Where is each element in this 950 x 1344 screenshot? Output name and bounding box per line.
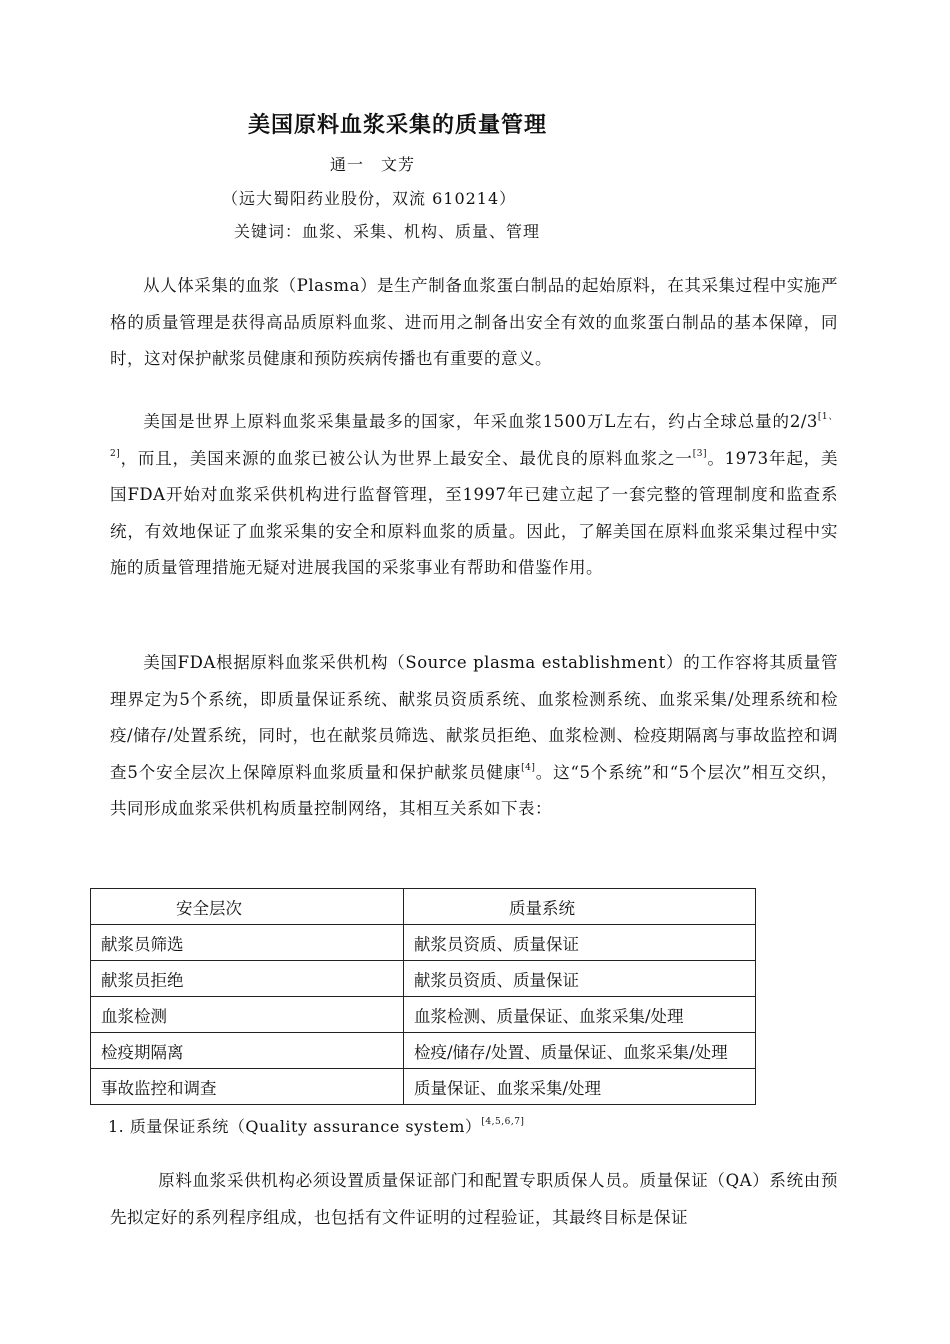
table-cell: 献浆员资质、质量保证 [404, 961, 756, 997]
paragraph-qa-system [110, 1163, 838, 1236]
paragraph-intro [110, 268, 838, 378]
authors: 通一 文芳 [330, 155, 416, 174]
paragraph-text: 原料血浆采供机构必须设置质量保证部门和配置专职质保人员。质量保证（QA）系统由预先拟定好的系列程序组成，也包括有文件证明的过程验证，其最终目标是保证 [110, 1171, 838, 1227]
paragraph-text: 美国FDA根据原料血浆采供机构（Source plasma establishment）的工作容将其质量管理界定为5个系统，即质量保证系统、献浆员资质系统、血浆检测系统、血浆采集/处理系统和检疫/储存/处置系统，同时，也在献浆员筛选、献浆员拒绝、血浆检测、检疫期隔离与事故监控和调查5个安全层次上保障原料血浆质量和保护献浆员健康 [110, 653, 838, 782]
table-cell: 血浆检测 [91, 997, 404, 1033]
table-cell: 质量保证、血浆采集/处理 [404, 1069, 756, 1105]
table-cell: 检疫/储存/处置、质量保证、血浆采集/处理 [404, 1033, 756, 1069]
table-cell: 血浆检测、质量保证、血浆采集/处理 [404, 997, 756, 1033]
affiliation: （远大蜀阳药业股份，双流 610214） [222, 189, 517, 208]
paragraph-text: 美国是世界上原料血浆采集量最多的国家，年采血浆1500万L左右，约占全球总量的2/3 [143, 412, 818, 431]
citation: [4,5,6,7] [481, 1117, 525, 1127]
keywords: 关键词：血浆、采集、机构、质量、管理 [234, 222, 541, 241]
page-title: 美国原料血浆采集的质量管理 [248, 112, 548, 138]
table-cell: 检疫期隔离 [91, 1033, 404, 1069]
citation: [1、2] [110, 412, 838, 459]
table-row [91, 925, 756, 961]
table-header-cell: 安全层次 [91, 889, 404, 925]
paragraph-us-overview [110, 404, 838, 587]
table-header-row [91, 889, 756, 925]
paragraph-text: ，而且，美国来源的血浆已被公认为世界上最安全、最优良的原料血浆之一 [120, 448, 693, 468]
table-cell: 献浆员筛选 [91, 925, 404, 961]
table-header-cell: 质量系统 [404, 889, 756, 925]
paragraph-text: 。1973年起，美国FDA开始对血浆采供机构进行监督管理，至1997年已建立起了一套完整的管理制度和监查系统，有效地保证了血浆采集的安全和原料血浆的质量。因此，了解美国在原料血浆采集过程中实施的质量管理措施无疑对进展我国的采浆事业有帮助和借鉴作用。 [110, 448, 839, 577]
paragraph-intro-text: 从人体采集的血浆（Plasma）是生产制备血浆蛋白制品的起始原料，在其采集过程中实施严格的质量管理是获得高品质原料血浆、进而用之制备出安全有效的血浆蛋白制品的基本保障，同时，这对保护献浆员健康和预防疾病传播也有重要的意义。 [110, 276, 838, 368]
table-cell: 事故监控和调查 [91, 1069, 404, 1105]
table-row [91, 1069, 756, 1105]
table-row [91, 961, 756, 997]
paragraph-text: 。这“5个系统”和“5个层次”相互交织，共同形成血浆采供机构质量控制网络，其相互关系如下表： [110, 762, 838, 818]
table-row [91, 997, 756, 1033]
table-cell: 献浆员拒绝 [91, 961, 404, 997]
safety-layers-table [90, 888, 756, 1105]
paragraph-fda-systems [110, 645, 838, 828]
table-cell: 献浆员资质、质量保证 [404, 925, 756, 961]
table-row [91, 1033, 756, 1069]
section-heading [108, 1114, 524, 1137]
section-heading-text: 1. 质量保证系统（Quality assurance system） [108, 1117, 482, 1136]
citation: [4] [521, 762, 536, 773]
citation: [3] [692, 448, 707, 459]
